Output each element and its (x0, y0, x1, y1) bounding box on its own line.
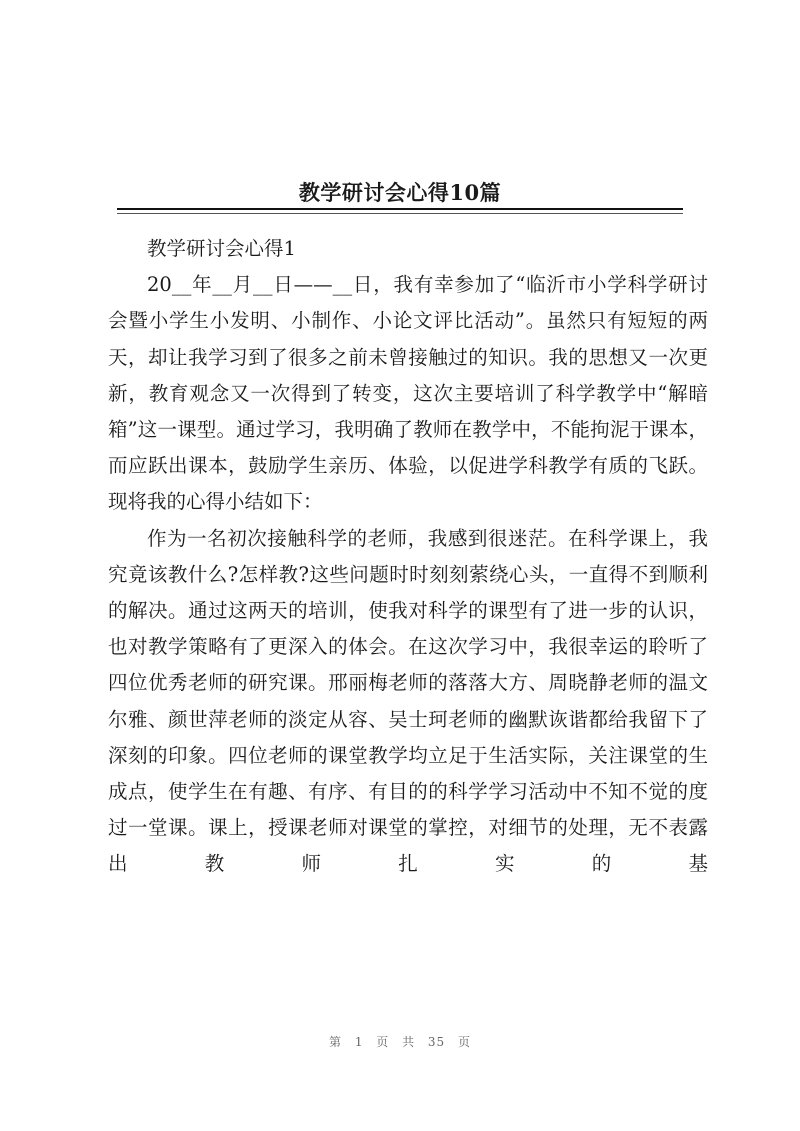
document-title: 教学研讨会心得10篇 (298, 180, 502, 206)
paragraph-2: 作为一名初次接触科学的老师，我感到很迷茫。在科学课上，我究竟该教什么?怎样教?这些问题时时刻刻萦绕心头，一直得不到顺利的解决。通过这两天的培训，使我对科学的课型有了进一步的认识，也对教学策略有了更深入的体会。在这次学习中，我很幸运的聆听了四位优秀老师的研究课。邢丽梅老师的落落大方、周晓静老师的温文尔雅、颜世萍老师的淡定从容、吴士珂老师的幽默诙谐都给我留下了深刻的印象。四位老师的课堂教学均立足于生活实际，关注课堂的生成点，使学生在有趣、有序、有目的的科学学习活动中不知不觉的度过一堂课。课上，授课老师对课堂的掌控，对细节的处理，无不表露出教师扎实的基 (108, 526, 708, 876)
title-divider-thick (117, 208, 683, 210)
document-body (108, 231, 708, 883)
paragraph-1: 20__年__月__日——__日，我有幸参加了“临沂市小学科学研讨会暨小学生小发明、小制作、小论文评比活动”。虽然只有短短的两天，却让我学习到了很多之前未曾接触过的知识。我的思想又一次更新，教育观念又一次得到了转变，这次主要培训了科学教学中“解暗箱”这一课型。通过学习，我明确了教师在教学中，不能拘泥于课本，而应跃出课本，鼓励学生亲历、体验，以促进学科教学有质的飞跃。现将我的心得小结如下： (108, 273, 708, 514)
section-heading: 教学研讨会心得1 (147, 237, 296, 260)
page-footer: 第 1 页 共 35 页 (329, 1035, 471, 1049)
title-divider-thin (117, 213, 683, 214)
